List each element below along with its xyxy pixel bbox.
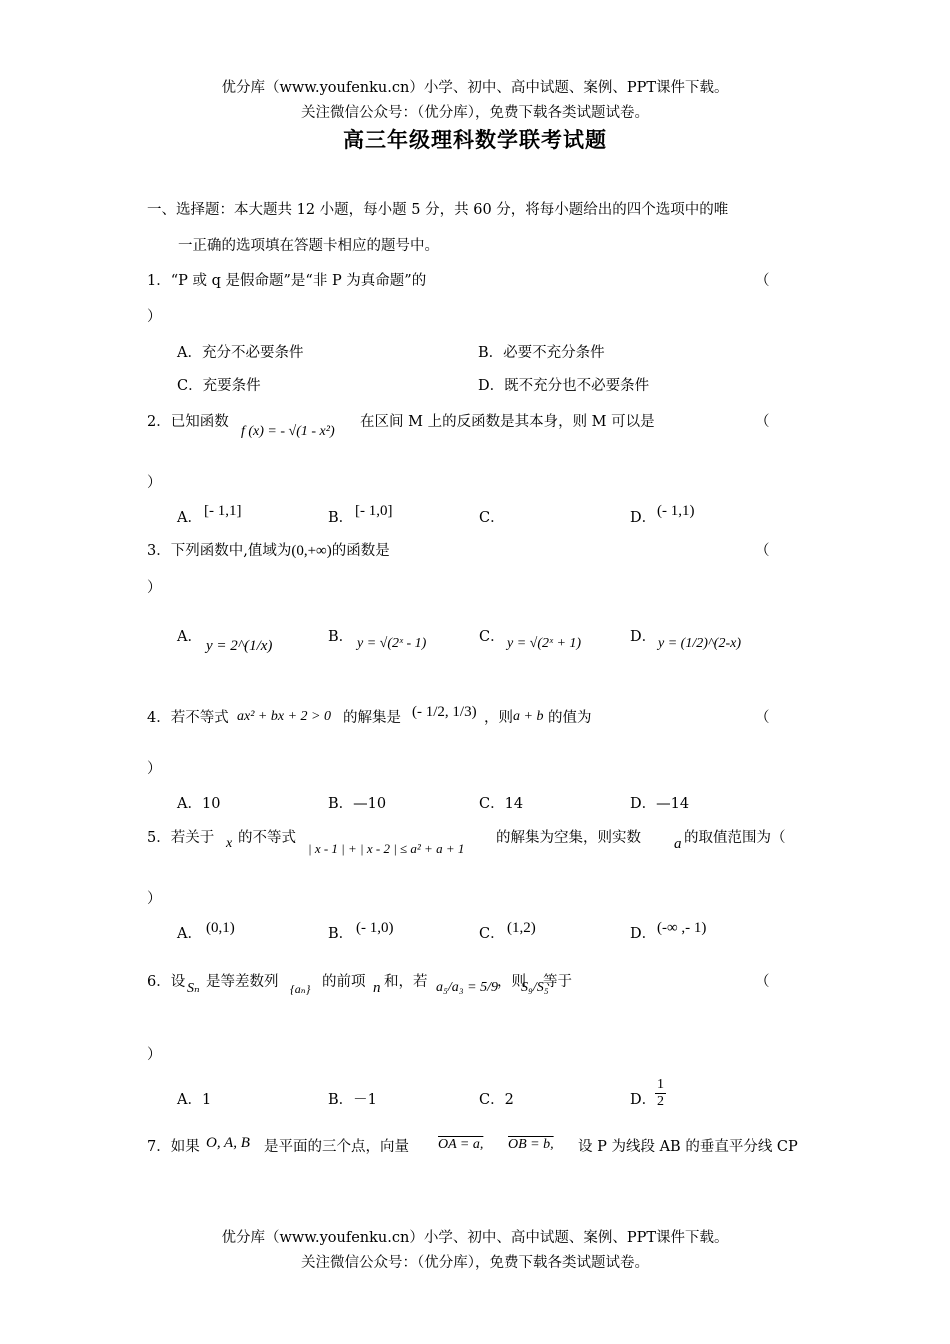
q4-expr: a + b	[513, 709, 544, 724]
header-line-1: 优分库（www.youfenku.cn）小学、初中、高中试题、案例、PPT课件下载。	[221, 80, 729, 96]
q7-points: O, A, B	[206, 1135, 250, 1151]
q5-inequality: | x - 1 | + | x - 2 | ≤ a² + a + 1	[308, 841, 465, 856]
q5-stem-post: 的解集为空集，则实数	[496, 830, 641, 846]
q5-option-c-value: (1,2)	[507, 920, 536, 936]
section-intro-line-1: 一、选择题：本大题共 12 小题，每小题 5 分，共 60 分，将每小题给出的四个选项中的唯	[147, 202, 729, 218]
q6-paren-close: ）	[147, 1047, 162, 1063]
q2-formula	[241, 424, 335, 440]
q4-stem-pre: 4．若不等式	[147, 710, 229, 726]
q3-stem-pre: 3．下列函数中,值域为	[147, 543, 292, 559]
q6-stem-mid1: 是等差数列	[206, 974, 279, 990]
q7-vector-ob	[508, 1137, 554, 1153]
header-line-2: 关注微信公众号：（优分库），免费下载各类试题试卷。	[301, 105, 649, 121]
q4-option-b: B．—10	[328, 796, 387, 812]
q2-option-a-value: [- 1,1]	[204, 503, 242, 519]
q4-paren-open: （	[755, 710, 770, 726]
q1-paren-open: （	[755, 273, 770, 289]
q5-option-d-value: (-∞ ,- 1)	[657, 920, 707, 936]
q2-paren-open: （	[755, 414, 770, 430]
q4-option-c: C．14	[479, 796, 524, 812]
page-title: 高三年级理科数学联考试题	[343, 127, 607, 152]
q5-var-a: a	[674, 836, 682, 852]
footer-line-1: 优分库（www.youfenku.cn）小学、初中、高中试题、案例、PPT课件下载。	[221, 1230, 729, 1246]
q3-paren-open: （	[755, 543, 770, 559]
q4-inequality: ax² + bx + 2 > 0	[237, 709, 331, 724]
q6-option-d-numerator: 1	[657, 1077, 664, 1092]
q3-option-c-label: C．	[479, 629, 505, 645]
footer-line-2: 关注微信公众号：（优分库），免费下载各类试题试卷。	[301, 1255, 649, 1271]
q3-option-b-formula: y = √(2ˣ - 1)	[357, 636, 427, 651]
q3-option-a-formula: y = 2^(1/x)	[206, 638, 273, 654]
q5-option-b-value: (- 1,0)	[356, 920, 394, 936]
q6-condition: a₅/a₃ = 5/9	[436, 980, 498, 995]
q6-option-a: A．1	[177, 1092, 212, 1108]
q2-option-d-value: (- 1,1)	[657, 503, 695, 519]
q4-stem-mid: 的解集是	[343, 710, 401, 726]
q7-vector-oa	[438, 1137, 483, 1153]
q6-stem-mid4: ，则	[497, 974, 526, 990]
q4-stem-end: 的值为	[548, 710, 592, 726]
q2-stem-post: 在区间 M 上的反函数是其本身，则 M 可以是	[360, 414, 655, 430]
q3-paren-close: ）	[147, 580, 162, 596]
q3-option-a-label: A．	[177, 629, 202, 645]
q6-stem-end: 等于	[543, 974, 572, 990]
q5-stem-mid: 的不等式	[238, 830, 296, 846]
q3-option-d-label: D．	[630, 629, 657, 645]
q7-stem-end: 设 P 为线段 AB 的垂直平分线 CP	[578, 1139, 798, 1155]
q6-n: n	[373, 980, 381, 996]
section-intro-line-2: 一正确的选项填在答题卡相应的题号中。	[178, 238, 439, 254]
q2-option-d-label: D．	[630, 510, 657, 526]
q6-option-c: C．2	[479, 1092, 514, 1108]
q1-option-d: D．既不充分也不必要条件	[478, 378, 650, 394]
q6-option-b: B．－1	[328, 1092, 377, 1108]
q7-vector-oa-text: OA = a,	[438, 1137, 484, 1152]
q6-ratio: S₉/S₅	[521, 980, 549, 995]
q2-stem-pre: 2．已知函数	[147, 414, 229, 430]
q2-paren-close: ）	[147, 475, 162, 491]
q4-option-a: A．10	[177, 796, 221, 812]
q5-option-a-value: (0,1)	[206, 920, 235, 936]
q5-var-x: x	[226, 836, 233, 851]
q6-paren-open: （	[755, 974, 770, 990]
q6-option-d-label: D．	[630, 1092, 657, 1108]
q5-option-a-label: A．	[177, 926, 202, 942]
q1-stem: 1．“P 或 q 是假命题”是“非 P 为真命题”的	[147, 273, 427, 289]
q7-stem-mid: 是平面的三个点，向量	[264, 1139, 409, 1155]
q7-stem-pre: 7．如果	[147, 1139, 200, 1155]
q3-stem-end: 的函数是	[331, 543, 390, 559]
q1-option-b: B．必要不充分条件	[478, 345, 605, 361]
q4-option-d: D．—14	[630, 796, 690, 812]
q3-option-d-formula: y = (1/2)^(2-x)	[658, 636, 741, 651]
q4-stem-post: ，则	[484, 710, 513, 726]
q3-option-b-label: B．	[328, 629, 354, 645]
q5-option-d-label: D．	[630, 926, 657, 942]
q7-vector-ob-text: OB = b,	[508, 1137, 554, 1152]
q6-Sn: Sₙ	[187, 981, 200, 996]
q2-formula-text: f (x) = - √(1 - x²)	[241, 424, 335, 439]
q3-interval: (0,+∞)	[291, 543, 332, 559]
q6-option-d-denominator: 2	[657, 1094, 664, 1109]
q6-sequence: {aₙ}	[290, 982, 311, 996]
q2-option-b-value: [- 1,0]	[355, 503, 393, 519]
q2-option-c-label: C．	[479, 510, 505, 526]
q6-stem-mid3: 和，若	[384, 974, 428, 990]
q1-paren-close: ）	[147, 309, 162, 325]
q3-option-c-formula: y = √(2ˣ + 1)	[507, 636, 582, 651]
q5-option-b-label: B．	[328, 926, 354, 942]
q6-option-d-fraction	[655, 1077, 666, 1110]
q4-paren-close: ）	[147, 761, 162, 777]
q1-option-c: C．充要条件	[177, 378, 261, 394]
q6-stem-pre: 6．设	[147, 974, 186, 990]
q2-option-b-label: B．	[328, 510, 354, 526]
q5-option-c-label: C．	[479, 926, 505, 942]
q2-option-a-label: A．	[177, 510, 202, 526]
q1-option-a: A．充分不必要条件	[177, 345, 304, 361]
q6-stem-mid2: 的前项	[322, 974, 366, 990]
q4-solution-set: (- 1/2, 1/3)	[412, 704, 477, 720]
q5-paren-close: ）	[147, 891, 162, 907]
q3-stem	[147, 539, 390, 560]
q5-stem-pre: 5．若关于	[147, 830, 215, 846]
q5-stem-end: 的取值范围为（	[684, 830, 786, 846]
